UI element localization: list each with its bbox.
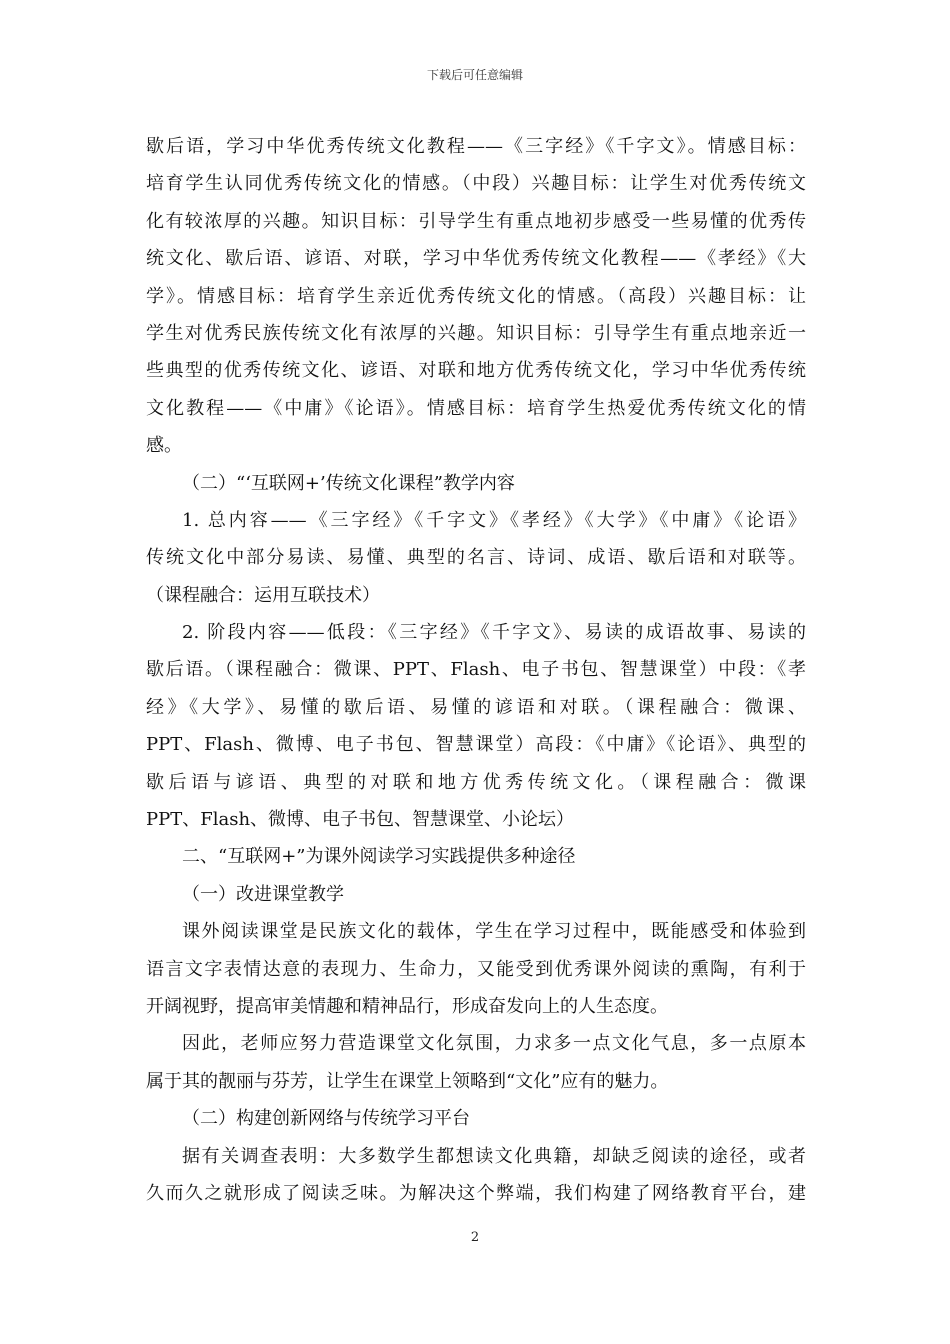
text-line: 培育学生认同优秀传统文化的情感。（中段）兴趣目标：让学生对优秀传统文 <box>146 173 806 195</box>
text-line: PPT、Flash、微博、电子书包、智慧课堂、小论坛） <box>146 809 575 831</box>
text-line: 学生对优秀民族传统文化有浓厚的兴趣。知识目标：引导学生有重点地亲近一 <box>146 322 806 344</box>
text-line: 歇后语。（课程融合：微课、PPT、Flash、电子书包、智慧课堂）中段：《孝 <box>146 659 806 681</box>
text-line: （课程融合：运用互联技术） <box>146 584 380 606</box>
page-number: 2 <box>470 1230 480 1245</box>
text-line: 2. 阶段内容——低段：《三字经》《千字文》、易读的成语故事、易读的 <box>182 622 806 644</box>
text-line: 语言文字表情达意的表现力、生命力，又能受到优秀课外阅读的熏陶，有利于 <box>146 958 806 980</box>
text-line: 歇后语，学习中华优秀传统文化教程——《三字经》《千字文》。情感目标： <box>146 136 806 157</box>
text-line: 统文化、歇后语、谚语、对联，学习中华优秀传统文化教程——《孝经》《大 <box>146 248 806 270</box>
text-line: 1. 总内容——《三字经》《千字文》《孝经》《大学》《中庸》《论语》 <box>182 509 806 531</box>
document-body <box>146 128 806 1212</box>
text-line: 据有关调查表明：大多数学生都想读文化典籍，却缺乏阅读的途径，或者 <box>182 1145 806 1167</box>
section-heading: （二）构建创新网络与传统学习平台 <box>182 1108 470 1130</box>
text-line: 因此，老师应努力营造课堂文化氛围，力求多一点文化气息，多一点原本 <box>182 1033 806 1055</box>
section-heading: 二、“互联网+”为课外阅读学习实践提供多种途径 <box>182 846 576 868</box>
text-line: 开阔视野，提高审美情趣和精神品行，形成奋发向上的人生态度。 <box>146 995 668 1017</box>
text-line: 感。 <box>146 435 182 457</box>
text-line: 久而久之就形成了阅读乏味。为解决这个弊端，我们构建了网络教育平台，建 <box>146 1182 806 1204</box>
page-header: 下载后可任意编辑 <box>426 68 523 82</box>
text-line: 文化教程——《中庸》《论语》。情感目标：培育学生热爱优秀传统文化的情 <box>146 397 806 419</box>
text-line: 课外阅读课堂是民族文化的载体，学生在学习过程中，既能感受和体验到 <box>182 921 806 943</box>
section-heading: （二）“‘互联网+’传统文化课程”教学内容 <box>182 472 515 494</box>
text-line: 属于其的靓丽与芬芳，让学生在课堂上领略到“文化”应有的魅力。 <box>146 1070 669 1092</box>
text-line: 传统文化中部分易读、易懂、典型的名言、诗词、成语、歇后语和对联等。 <box>146 547 806 569</box>
section-heading: （一）改进课堂教学 <box>182 883 344 905</box>
text-line: 经》《大学》、易懂的歇后语、易懂的谚语和对联。（课程融合：微课、 <box>146 696 806 718</box>
text-line: 歇后语与谚语、典型的对联和地方优秀传统文化。（课程融合：微课 <box>146 771 806 793</box>
text-line: 化有较浓厚的兴趣。知识目标：引导学生有重点地初步感受一些易懂的优秀传 <box>146 210 806 232</box>
text-line: PPT、Flash、微博、电子书包、智慧课堂）高段：《中庸》《论语》、典型的 <box>146 734 806 756</box>
text-line: 学》。情感目标：培育学生亲近优秀传统文化的情感。（高段）兴趣目标：让 <box>146 285 806 307</box>
text-line: 些典型的优秀传统文化、谚语、对联和地方优秀传统文化，学习中华优秀传统 <box>146 360 806 382</box>
